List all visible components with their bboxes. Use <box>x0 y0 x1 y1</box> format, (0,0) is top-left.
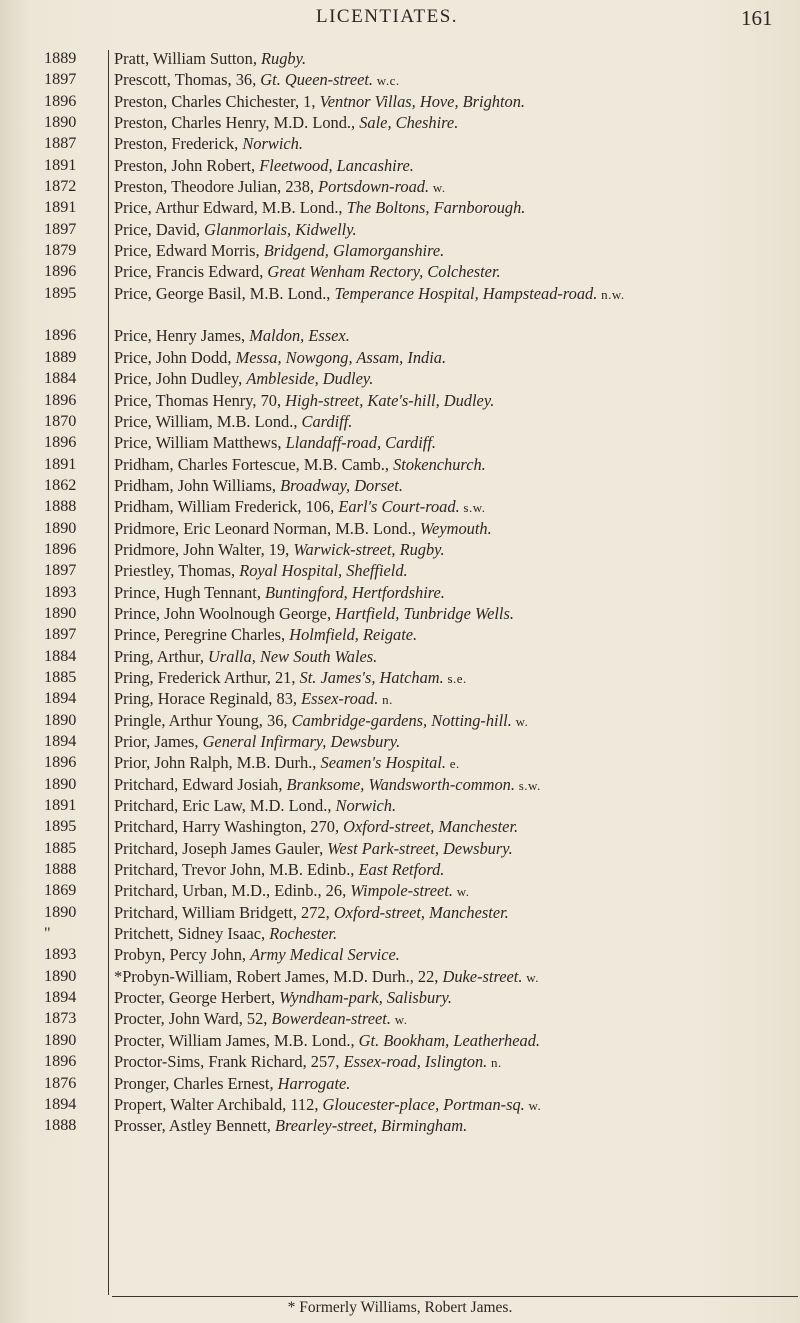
entry-name: Price, David, <box>114 219 205 239</box>
entry-name: Pring, Frederick Arthur, 21, <box>114 667 300 687</box>
entry-address: Stokenchurch. <box>393 454 486 474</box>
year-admitted: 1897 <box>44 219 77 238</box>
entry-address: Portsdown-road. <box>318 177 430 197</box>
entry-address: Wimpole-street. <box>350 881 453 901</box>
year-admitted: 1879 <box>44 241 77 260</box>
entry-district: w. <box>453 884 470 900</box>
list-item <box>0 347 800 368</box>
entry-text <box>114 560 792 582</box>
footnote: * Formerly Williams, Robert James. <box>287 1299 513 1316</box>
entry-address: Weymouth. <box>419 518 492 538</box>
entry-name: Price, Arthur Edward, M.B. Lond., <box>114 198 347 218</box>
entry-address: East Retford. <box>358 860 445 880</box>
entry-address: Ambleside, Dudley. <box>246 369 374 389</box>
list-item <box>0 69 800 90</box>
entry-text <box>114 944 792 966</box>
entry-address: Seamen's Hospital. <box>320 753 447 773</box>
entry-text <box>114 902 792 924</box>
entry-address: Norwich. <box>242 134 303 154</box>
entry-name: Prince, Peregrine Charles, <box>114 625 290 645</box>
year-admitted: 1895 <box>44 283 77 302</box>
entry-name: Priestley, Thomas, <box>114 561 240 581</box>
entry-name: Pridham, John Williams, <box>114 475 281 495</box>
list-item <box>0 283 800 326</box>
entry-text <box>114 1051 792 1073</box>
list-item <box>0 475 800 496</box>
list-item <box>0 539 800 560</box>
entry-text <box>114 347 792 369</box>
year-admitted: 1896 <box>44 326 77 345</box>
entry-name: Price, William, M.B. Lond., <box>114 411 302 431</box>
entry-text <box>114 1030 792 1052</box>
year-admitted: 1890 <box>44 1030 77 1049</box>
entry-address: Gloucester-place, Portman-sq. <box>322 1094 525 1114</box>
year-admitted: 1896 <box>44 539 77 558</box>
list-item <box>0 1115 800 1136</box>
entry-address: Gt. Bookham, Leatherhead. <box>358 1030 541 1050</box>
year-admitted: 1893 <box>44 945 77 964</box>
entry-text <box>114 539 792 561</box>
entry-text <box>114 69 792 91</box>
list-item <box>0 91 800 112</box>
entry-text <box>114 368 792 390</box>
entry-address: Messa, Nowgong, Assam, India. <box>235 347 447 367</box>
list-item <box>0 261 800 282</box>
list-item <box>0 325 800 346</box>
entry-name: Pronger, Charles Ernest, <box>114 1073 278 1093</box>
entry-address: Earl's Court-road. <box>338 497 460 517</box>
list-item <box>0 646 800 667</box>
entry-name: Prescott, Thomas, 36, <box>114 70 261 90</box>
year-admitted: 1891 <box>44 796 77 815</box>
entry-text <box>114 987 792 1009</box>
entry-address: Great Wenham Rectory, Colchester. <box>267 262 501 282</box>
entry-name: Pratt, William Sutton, <box>114 49 262 68</box>
year-admitted: 1870 <box>44 411 77 430</box>
entry-address: Llandaff-road, Cardiff. <box>285 433 436 453</box>
entry-text <box>114 283 792 305</box>
running-title: LICENTIATES. <box>316 6 459 27</box>
entry-text <box>114 710 792 732</box>
entry-name: Pritchett, Sidney Isaac, <box>114 924 270 944</box>
year-admitted: 1891 <box>44 454 77 473</box>
year-admitted: 1872 <box>44 177 77 196</box>
entry-text <box>114 325 792 347</box>
year-admitted: 1885 <box>44 667 77 686</box>
entry-address: Gt. Queen-street. <box>260 70 374 90</box>
entry-address: The Boltons, Farnborough. <box>346 198 526 218</box>
year-admitted: 1896 <box>44 433 77 452</box>
entry-address: Oxford-street, Manchester. <box>333 902 509 922</box>
entry-name: Price, Thomas Henry, 70, <box>114 390 286 410</box>
list-item <box>0 880 800 901</box>
entry-name: Pritchard, William Bridgett, 272, <box>114 902 334 922</box>
list-item <box>0 411 800 432</box>
entry-name: Pritchard, Eric Law, M.D. Lond., <box>114 796 336 816</box>
list-item <box>0 923 800 944</box>
entry-address: Cardiff. <box>301 411 353 431</box>
year-admitted: 1891 <box>44 155 77 174</box>
entry-text <box>114 646 792 668</box>
entry-text <box>114 411 792 433</box>
year-admitted: 1890 <box>44 966 77 985</box>
entry-name: Price, Francis Edward, <box>114 262 268 282</box>
entry-text <box>114 219 792 241</box>
list-item <box>0 667 800 688</box>
year-admitted: 1893 <box>44 582 77 601</box>
year-admitted: 1884 <box>44 646 77 665</box>
list-item <box>0 731 800 752</box>
entry-name: Pridham, Charles Fortescue, M.B. Camb., <box>114 454 394 474</box>
entry-district: s.w. <box>514 777 541 793</box>
entry-address: Uralla, New South Wales. <box>208 646 378 666</box>
entry-address: Essex-road. <box>301 689 379 709</box>
entry-name: Price, William Matthews, <box>114 433 286 453</box>
entry-address: Wyndham-park, Salisbury. <box>279 988 453 1008</box>
entry-address: Buntingford, Hertfordshire. <box>265 582 445 602</box>
entry-name: Pring, Arthur, <box>114 646 209 666</box>
entry-text <box>114 390 792 412</box>
entry-text <box>114 155 792 177</box>
year-admitted: 1890 <box>44 518 77 537</box>
entry-text <box>114 432 792 454</box>
entry-name: Price, Henry James, <box>114 326 250 346</box>
entry-address: Fleetwood, Lancashire. <box>259 155 414 175</box>
entry-text <box>114 752 792 774</box>
entry-text <box>114 688 792 710</box>
year-admitted: 1889 <box>44 347 77 366</box>
year-admitted: 1896 <box>44 753 77 772</box>
entry-address: Harrogate. <box>277 1073 351 1093</box>
entry-name: Procter, John Ward, 52, <box>114 1009 272 1029</box>
list-item <box>0 518 800 539</box>
entry-name: *Probyn-William, Robert James, M.D. Durh., 22, <box>114 966 443 986</box>
entry-text <box>114 1073 792 1095</box>
entry-text <box>114 838 792 860</box>
entry-name: Price, John Dodd, <box>114 347 236 367</box>
entry-address: West Park-street, Dewsbury. <box>327 838 513 858</box>
entry-address: Bowerdean-street. <box>271 1009 391 1029</box>
year-admitted: 1873 <box>44 1009 77 1028</box>
list-item <box>0 48 800 69</box>
list-item <box>0 1008 800 1029</box>
entry-district: w.c. <box>373 73 400 89</box>
entry-text <box>114 91 792 113</box>
entry-name: Prosser, Astley Bennett, <box>114 1116 275 1136</box>
entry-district: e. <box>446 756 460 772</box>
list-item <box>0 197 800 218</box>
entry-address: Oxford-street, Manchester. <box>343 817 519 837</box>
entry-text <box>114 816 792 838</box>
year-admitted: 1896 <box>44 262 77 281</box>
year-admitted: 1897 <box>44 70 77 89</box>
entry-name: Price, Edward Morris, <box>114 241 264 261</box>
entry-address: Bridgend, Glamorganshire. <box>263 241 445 261</box>
year-admitted: 1896 <box>44 1052 77 1071</box>
entry-address: Sale, Cheshire. <box>359 113 459 133</box>
entry-address: Norwich. <box>335 796 397 816</box>
entry-address: Army Medical Service. <box>250 945 400 965</box>
list-item <box>0 774 800 795</box>
entry-text <box>114 582 792 604</box>
entry-name: Preston, Charles Chichester, 1, <box>114 91 320 111</box>
list-item <box>0 560 800 581</box>
entry-district: w. <box>524 1097 542 1113</box>
entry-name: Prince, Hugh Tennant, <box>114 582 266 602</box>
entry-name: Price, George Basil, M.B. Lond., <box>114 283 335 303</box>
list-item <box>0 710 800 731</box>
entry-address: Royal Hospital, Sheffield. <box>239 561 408 581</box>
list-item <box>0 688 800 709</box>
list-item <box>0 176 800 197</box>
year-admitted: 1889 <box>44 49 77 67</box>
entry-name: Pridmore, John Walter, 19, <box>114 539 294 559</box>
entry-address: Rugby. <box>261 49 307 68</box>
entry-text <box>114 496 792 518</box>
entry-text <box>114 454 792 476</box>
entry-name: Preston, Frederick, <box>114 134 243 154</box>
list-item <box>0 624 800 645</box>
entry-text <box>114 261 792 283</box>
list-item <box>0 795 800 816</box>
list-item <box>0 603 800 624</box>
year-admitted: 1890 <box>44 113 77 132</box>
entry-name: Proctor-Sims, Frank Richard, 257, <box>114 1052 344 1072</box>
list-item <box>0 1073 800 1094</box>
year-admitted: 1894 <box>44 1094 77 1113</box>
entry-name: Preston, Charles Henry, M.D. Lond., <box>114 113 360 133</box>
list-item <box>0 752 800 773</box>
list-item <box>0 155 800 176</box>
entry-name: Pring, Horace Reginald, 83, <box>114 689 302 709</box>
list-item <box>0 454 800 475</box>
entry-name: Probyn, Percy John, <box>114 945 251 965</box>
entry-text <box>114 518 792 540</box>
entry-district: s.w. <box>459 500 486 516</box>
year-admitted: 1876 <box>44 1073 77 1092</box>
entry-name: Procter, George Herbert, <box>114 988 280 1008</box>
entry-address: Ventnor Villas, Hove, Brighton. <box>319 91 526 111</box>
list-item <box>0 112 800 133</box>
entry-text <box>114 176 792 198</box>
list-item <box>0 1094 800 1115</box>
year-admitted: 1890 <box>44 710 77 729</box>
list-item <box>0 496 800 517</box>
year-admitted: 1890 <box>44 902 77 921</box>
list-item <box>0 133 800 154</box>
entry-text <box>114 112 792 134</box>
entry-text <box>114 475 792 497</box>
entry-district: w. <box>522 969 539 985</box>
entry-name: Pritchard, Urban, M.D., Edinb., 26, <box>114 881 351 901</box>
year-admitted: 1884 <box>44 369 77 388</box>
year-admitted: " <box>44 924 51 943</box>
entry-name: Prior, John Ralph, M.B. Durh., <box>114 753 321 773</box>
list-item <box>0 390 800 411</box>
entry-text <box>114 240 792 262</box>
entry-district: w. <box>429 180 446 196</box>
entry-text <box>114 624 792 646</box>
year-admitted: 1891 <box>44 198 77 217</box>
year-admitted: 1890 <box>44 603 77 622</box>
entry-address: General Infirmary, Dewsbury. <box>202 732 401 751</box>
entry-text <box>114 603 792 625</box>
entry-address: High-street, Kate's-hill, Dudley. <box>285 390 495 410</box>
list-item <box>0 240 800 261</box>
entry-name: Pritchard, Trevor John, M.B. Edinb., <box>114 860 359 880</box>
entry-text <box>114 731 792 753</box>
page-header <box>0 2 800 36</box>
entry-name: Pritchard, Edward Josiah, <box>114 774 287 794</box>
entry-name: Prince, John Woolnough George, <box>114 603 336 623</box>
entry-name: Price, John Dudley, <box>114 369 247 389</box>
list-item <box>0 1030 800 1051</box>
entry-name: Preston, Theodore Julian, 238, <box>114 177 319 197</box>
year-admitted: 1888 <box>44 860 77 879</box>
entry-address: Holmfield, Reigate. <box>289 625 418 645</box>
entry-text <box>114 1094 792 1116</box>
list-item <box>0 1051 800 1072</box>
year-admitted: 1885 <box>44 838 77 857</box>
entry-address: Maldon, Essex. <box>249 326 350 346</box>
entry-address: Branksome, Wandsworth-common. <box>286 774 515 794</box>
entry-text <box>114 133 792 155</box>
entry-address: Warwick-street, Rugby. <box>293 539 445 559</box>
entry-name: Pringle, Arthur Young, 36, <box>114 710 292 730</box>
entry-name: Prior, James, <box>114 732 203 751</box>
entry-name: Propert, Walter Archibald, 112, <box>114 1094 323 1114</box>
year-admitted: 1896 <box>44 390 77 409</box>
entry-address: Broadway, Dorset. <box>280 475 403 495</box>
entry-text <box>114 197 792 219</box>
year-admitted: 1897 <box>44 561 77 580</box>
list-item <box>0 987 800 1008</box>
list-item <box>0 816 800 837</box>
entry-address: Glanmorlais, Kidwelly. <box>204 219 357 239</box>
year-admitted: 1897 <box>44 625 77 644</box>
entry-name: Pritchard, Joseph James Gauler, <box>114 838 328 858</box>
entry-text <box>114 667 792 689</box>
entry-text <box>114 966 792 988</box>
year-admitted: 1894 <box>44 732 77 750</box>
list-item <box>0 966 800 987</box>
entry-name: Preston, John Robert, <box>114 155 260 175</box>
footnote-rule <box>112 1296 798 1297</box>
entry-address: Brearley-street, Birmingham. <box>274 1116 468 1136</box>
year-admitted: 1869 <box>44 881 77 900</box>
list-item <box>0 368 800 389</box>
entry-address: Hartfield, Tunbridge Wells. <box>335 603 514 623</box>
entry-name: Pridmore, Eric Leonard Norman, M.B. Lond., <box>114 518 420 538</box>
year-admitted: 1862 <box>44 475 77 494</box>
list-item <box>0 582 800 603</box>
entry-district: n.w. <box>597 286 625 302</box>
year-admitted: 1890 <box>44 774 77 793</box>
entry-text <box>114 859 792 881</box>
entry-address: Rochester. <box>269 924 338 944</box>
year-admitted: 1887 <box>44 134 77 153</box>
entry-district: w. <box>511 713 529 729</box>
entry-district: n. <box>487 1055 502 1071</box>
entry-address: Essex-road, Islington. <box>343 1052 488 1072</box>
entry-text <box>114 1008 792 1030</box>
list-item <box>0 432 800 453</box>
list-item <box>0 838 800 859</box>
entry-name: Procter, William James, M.B. Lond., <box>114 1030 359 1050</box>
entry-text <box>114 795 792 817</box>
page-number: 161 <box>741 6 773 30</box>
list-item <box>0 859 800 880</box>
entry-text <box>114 774 792 796</box>
entry-text <box>114 1115 792 1137</box>
year-admitted: 1896 <box>44 91 77 110</box>
entry-text <box>114 880 792 902</box>
list-item <box>0 944 800 965</box>
entry-address: Duke-street. <box>442 966 523 986</box>
entry-name: Pridham, William Frederick, 106, <box>114 497 339 517</box>
year-admitted: 1894 <box>44 988 77 1007</box>
entry-text <box>114 48 792 70</box>
list-item <box>0 902 800 923</box>
entry-name: Pritchard, Harry Washington, 270, <box>114 817 344 837</box>
entry-address: Cambridge-gardens, Notting-hill. <box>291 710 512 730</box>
list-item <box>0 219 800 240</box>
entry-text <box>114 923 792 945</box>
licentiate-list <box>0 48 800 1137</box>
entry-district: s.e. <box>443 670 467 686</box>
year-admitted: 1894 <box>44 689 77 708</box>
entry-district: w. <box>390 1012 408 1028</box>
entry-address: Temperance Hospital, Hampstead-road. <box>334 283 598 303</box>
year-admitted: 1888 <box>44 497 77 516</box>
entry-address: St. James's, Hatcham. <box>299 667 444 687</box>
year-admitted: 1888 <box>44 1116 77 1135</box>
entry-district: n. <box>378 692 393 708</box>
year-admitted: 1895 <box>44 817 77 836</box>
